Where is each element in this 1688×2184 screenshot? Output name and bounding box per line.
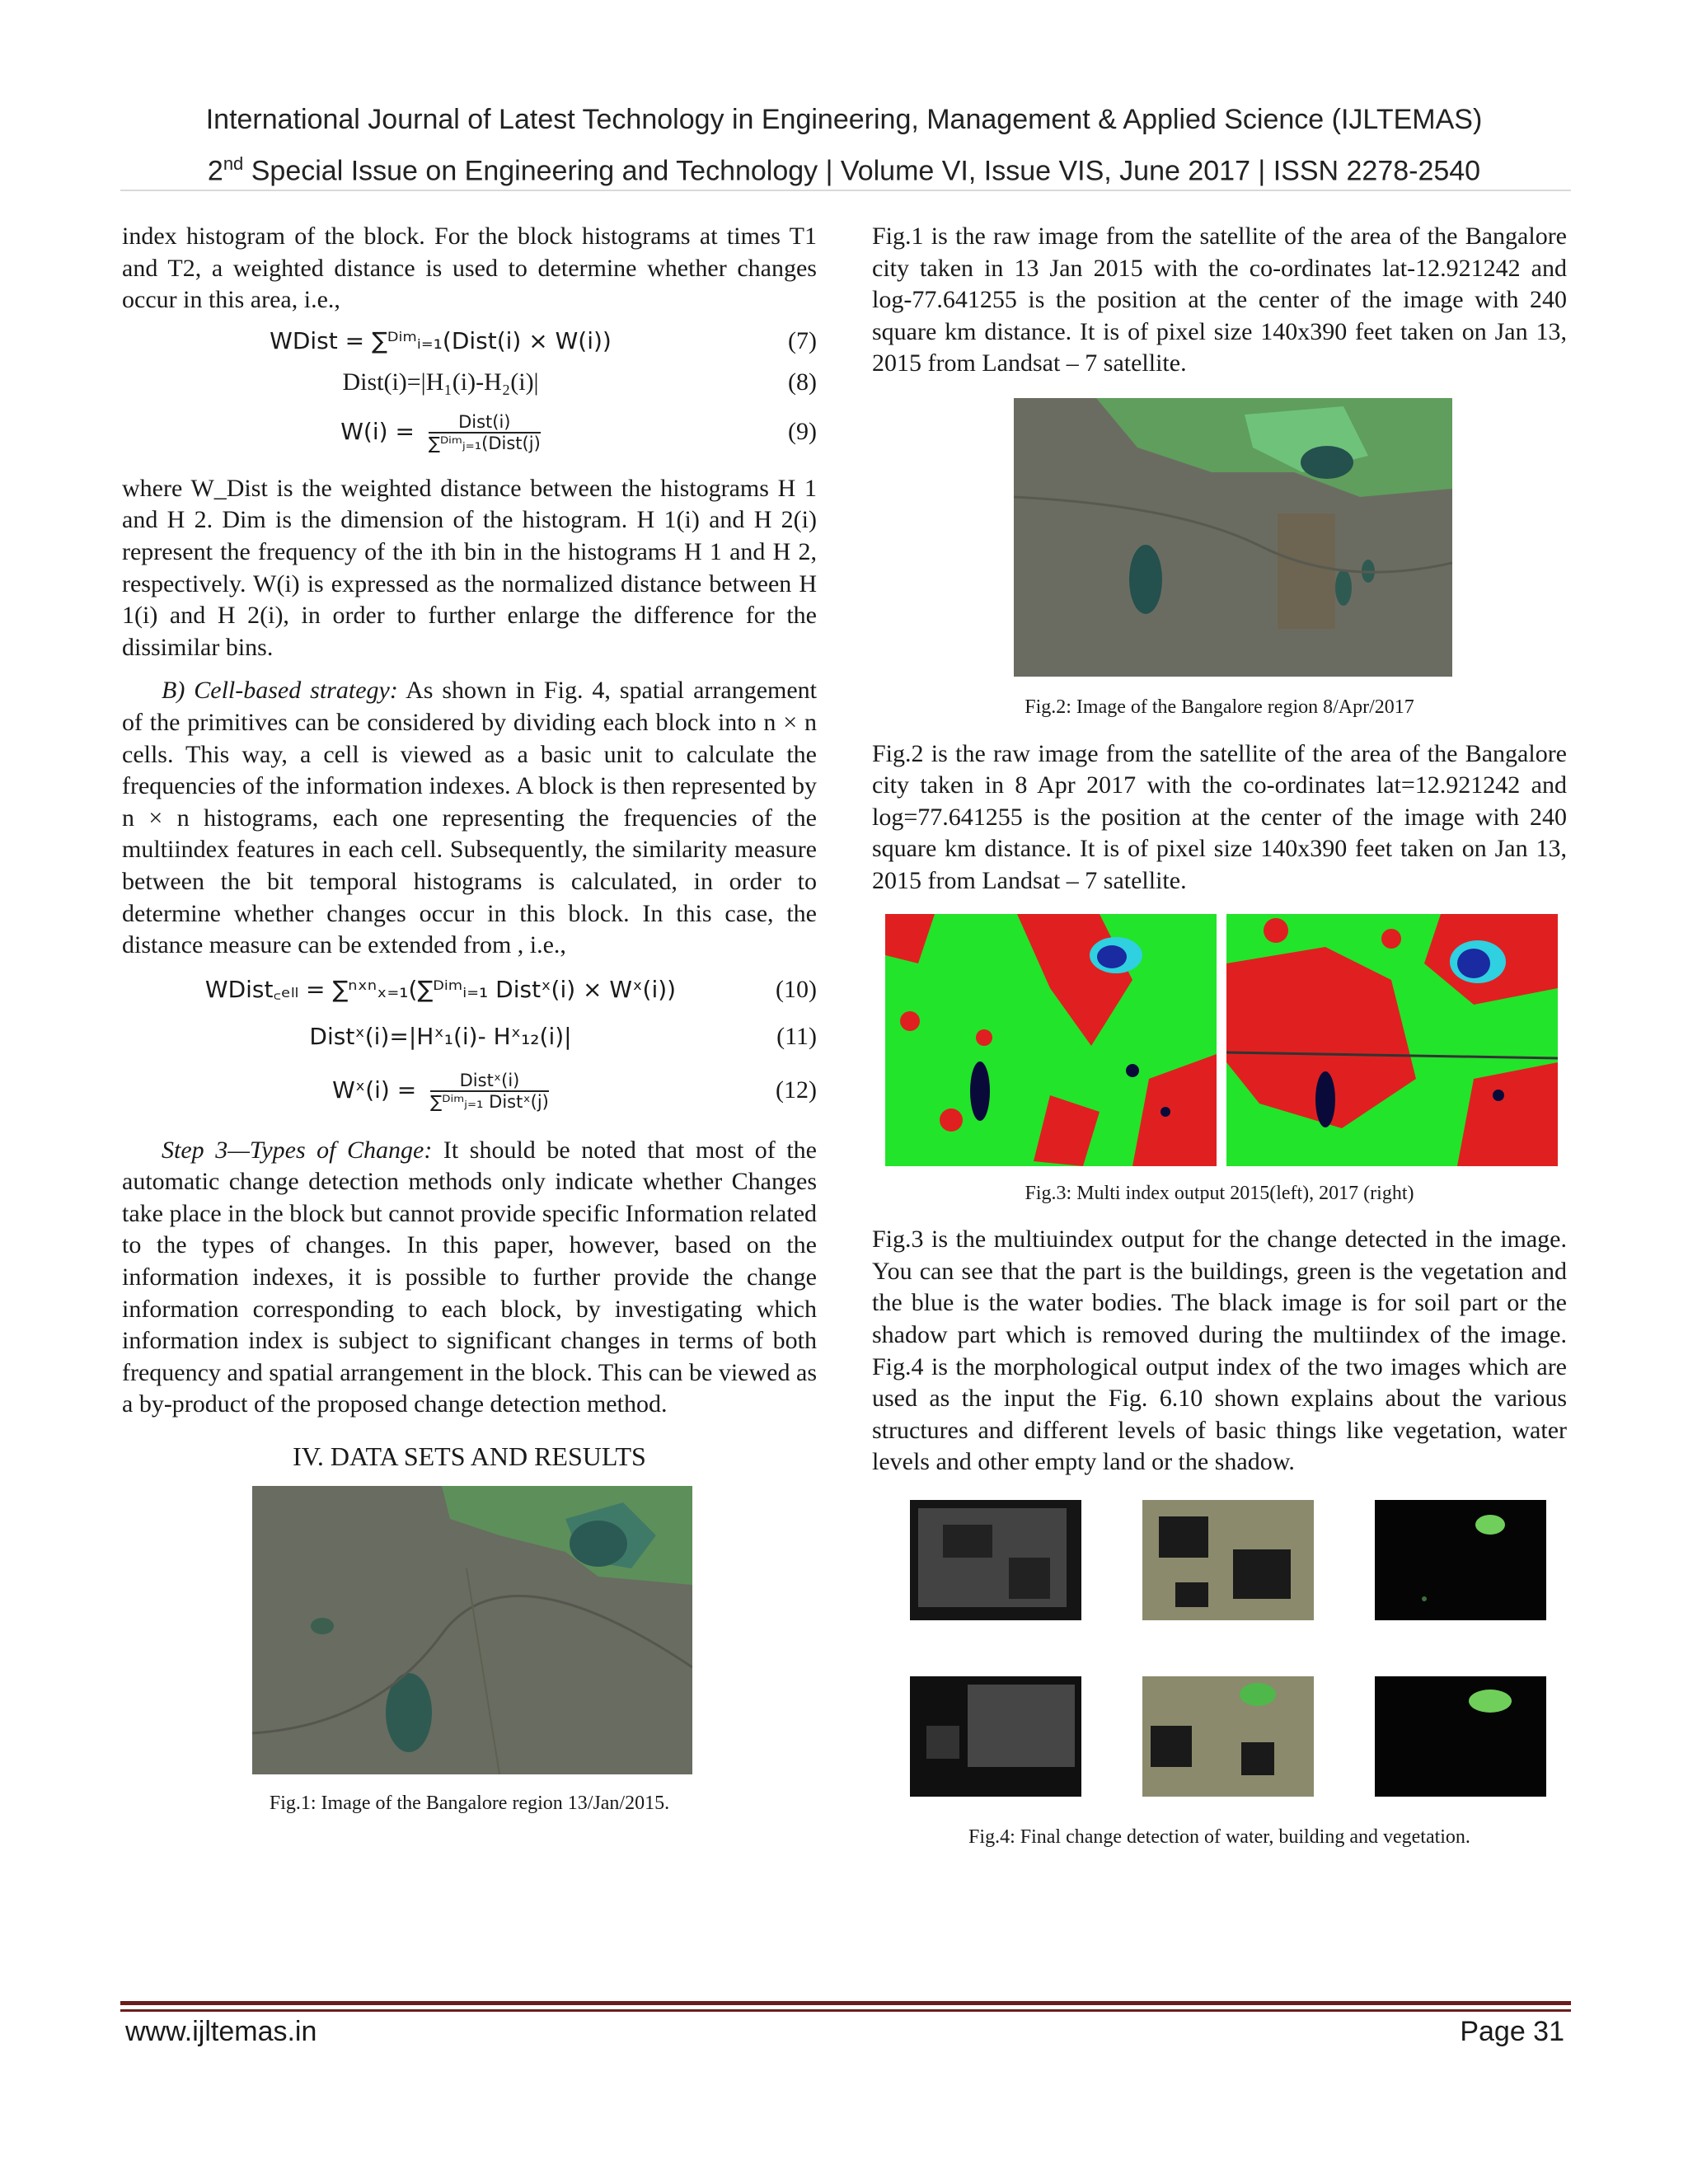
- equation-11-number: (11): [776, 1023, 817, 1051]
- section-heading: IV. DATA SETS AND RESULTS: [293, 1441, 646, 1472]
- equation-9-fraction: $\frac{\text{Dist(i)}}{\text{∑ᴰⁱᵐⱼ₌₁(Dist(j)}}$: [428, 411, 541, 453]
- issue-line: 2nd Special Issue on Engineering and Technology | Volume VI, Issue VIS, June 2017 | ISSN 2278-2540: [207, 153, 1481, 187]
- fig4-panel-5: [1142, 1676, 1314, 1797]
- equation-12-number: (12): [776, 1076, 817, 1104]
- equation-12: [122, 1061, 817, 1122]
- right-paragraph-3: Fig.3 is the multiuindex output for the change detected in the image. You can see that the part is the buildings, green is the vegetation and the blue is the water bodies. The black image is for soil part or the shadow part which is removed during the multiindex of the image. Fig.4 is the morphological output index of the two images which are used as the input the Fig. 6.10 shown explains about the various structures and different levels of basic things like vegetation, water levels and other empty land or the shadow.: [872, 1226, 1567, 1476]
- fig1-caption: Fig.1: Image of the Bangalore region 13/Jan/2015.: [269, 1792, 670, 1814]
- fig4-change-detection-grid: [910, 1500, 1567, 1797]
- fig4-panel-3: [1375, 1500, 1546, 1620]
- equation-10-number: (10): [776, 976, 817, 1004]
- page-number: Page 31: [1460, 2016, 1564, 2047]
- header-rule: [120, 190, 1571, 191]
- equation-9-number: (9): [788, 418, 817, 446]
- fig3-right-2017: [1226, 914, 1558, 1166]
- fig4-panel-1: [910, 1500, 1081, 1620]
- equation-11-expr: Distˣ(i)=|Hˣ₁(i)- Hˣ₁₂(i)|: [309, 1023, 572, 1051]
- fig2-satellite-image: [1014, 398, 1452, 677]
- fig1-satellite-image: [252, 1486, 692, 1774]
- equation-10: [122, 967, 817, 1015]
- equation-9: [122, 404, 817, 462]
- left-column: [122, 221, 817, 1819]
- equation-7-expr: WDist = ∑ᴰⁱᵐᵢ₌₁(Dist(i) × W(i)): [270, 327, 612, 355]
- right-paragraph-1: Fig.1 is the raw image from the satellite of the area of the Bangalore city taken in 13 Jan 2015 with the co-ordinates lat-12.921242 and log-77.641255 is the position at the center of the image with 240 square km distance. It is of pixel size 140x390 feet taken on Jan 13, 2015 from Landsat – 7 satellite.: [872, 223, 1567, 377]
- fig3-multiindex-images: [885, 914, 1567, 1166]
- fig3-left-2015: [885, 914, 1217, 1166]
- left-paragraph-3: B) Cell-based strategy: As shown in Fig. 4, spatial arrangement of the primitives can be considered by dividing each block into n × n cells. This way, a cell is viewed as a basic unit to calculate the frequencies of the information indexes. A block is then represented by n × n histograms, each one representing the frequencies of the multiindex features in each cell. Subsequently, the similarity measure between the bit temporal histograms is calculated, in order to determine whether changes occur in this block. In this case, the distance measure can be extended from , i.e.,: [122, 677, 817, 959]
- footer-rule-thick: [120, 2001, 1571, 2005]
- footer-url: www.ijltemas.in: [125, 2016, 317, 2047]
- footer-rule-thin: [120, 2009, 1571, 2012]
- equation-9-expr: W(i) = $\frac{\text{Dist(i)}}{\text{∑ᴰⁱᵐⱼ₌₁(Dist(j)}}$: [340, 411, 541, 453]
- left-paragraph-4: Step 3—Types of Change: It should be noted that most of the automatic change detection methods only indicate whether Changes take place in the block but cannot provide specific Information related to the types of changes. In this paper, however, based on the information indexes, it is possible to further provide the change information corresponding to each block, by investigating which information index is subject to significant changes in terms of both frequency and spatial arrangement in the block. This can be viewed as a by-product of the proposed change detection method.: [122, 1136, 818, 1418]
- equation-7-number: (7): [788, 327, 817, 355]
- left-paragraph-1: index histogram of the block. For the block histograms at times T1 and T2, a weighted distance is used to determine whether changes occur in this area, i.e.,: [122, 223, 817, 314]
- fig4-panel-6: [1375, 1676, 1546, 1797]
- fig4-panel-2: [1142, 1500, 1314, 1620]
- left-paragraph-2: where W_Dist is the weighted distance between the histograms H 1 and H 2. Dim is the dimension of the histogram. H 1(i) and H 2(i) represent the frequency of the ith bin in the histograms H 1 and H 2, respectively. W(i) is expressed as the normalized distance between H 1(i) and H 2(i), in order to further enlarge the difference for the dissimilar bins.: [122, 474, 817, 661]
- journal-title: International Journal of Latest Technology in Engineering, Management & Applied Science (IJLTEMAS): [205, 104, 1483, 135]
- fig4-panel-4: [910, 1676, 1081, 1797]
- equation-12-expr: Wˣ(i) = $\frac{\text{Distˣ(i)}}{\text{∑ᴰⁱᵐⱼ₌₁ Distˣ(j)}}$: [332, 1070, 549, 1112]
- equation-12-fraction: $\frac{\text{Distˣ(i)}}{\text{∑ᴰⁱᵐⱼ₌₁ Distˣ(j)}}$: [430, 1070, 549, 1112]
- fig3-caption: Fig.3: Multi index output 2015(left), 2017 (right): [1025, 1182, 1414, 1204]
- equation-8-number: (8): [788, 368, 817, 396]
- fig4-caption: Fig.4: Final change detection of water, building and vegetation.: [968, 1825, 1470, 1848]
- equation-7: [122, 321, 817, 363]
- right-paragraph-2: Fig.2 is the raw image from the satellite of the area of the Bangalore city taken in 8 Apr 2017 with the co-ordinates lat=12.921242 and log=77.641255 is the position at the center of the image with 240 square km distance. It is of pixel size 140x390 feet taken on Jan 13, 2015 from Landsat – 7 satellite.: [872, 739, 1567, 894]
- equation-8-expr: Dist(i)=|H₁(i)-H₂(i)|: [342, 368, 539, 396]
- fig2-caption: Fig.2: Image of the Bangalore region 8/Apr/2017: [1025, 696, 1414, 718]
- equation-10-expr: WDist꜀ₑₗₗ = ∑ⁿˣⁿₓ₌₁(∑ᴰⁱᵐᵢ₌₁ Distˣ(i) × Wˣ(i)): [204, 976, 677, 1004]
- right-column: [872, 221, 1567, 1853]
- equation-8: [122, 363, 817, 404]
- journal-header: [0, 97, 1688, 193]
- equation-11: [122, 1015, 817, 1061]
